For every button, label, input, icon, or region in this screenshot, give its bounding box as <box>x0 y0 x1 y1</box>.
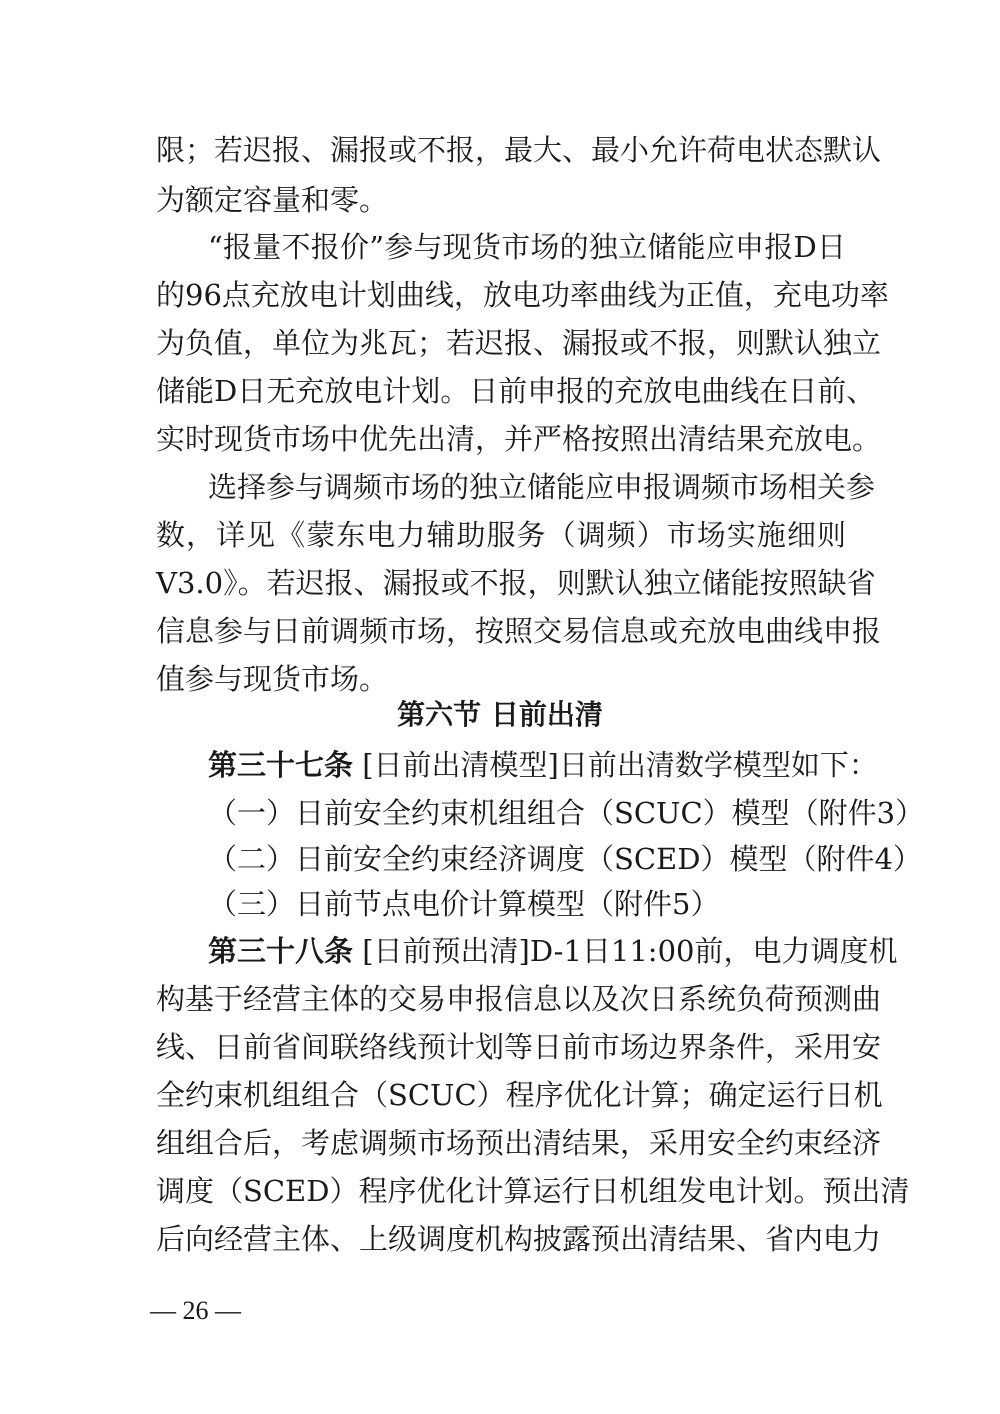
article-37-text: [日前出清模型]日前出清数学模型如下： <box>353 748 878 782</box>
body-line: 构基于经营主体的交易申报信息以及次日系统负荷预测曲 <box>156 982 882 1016</box>
article-37-label: 第三十七条 <box>208 748 354 782</box>
body-line: “报量不报价”参与现货市场的独立储能应申报D日 <box>208 230 846 264</box>
list-item: （一）日前安全约束机组组合（SCUC）模型（附件3） <box>208 796 925 830</box>
body-line: 数，详见《蒙东电力辅助服务（调频）市场实施细则 <box>156 518 846 552</box>
body-line: 线、日前省间联络线预计划等日前市场边界条件，采用安 <box>156 1030 882 1064</box>
article-38-text: [日前预出清]D-1日11:00前，电力调度机 <box>353 934 898 968</box>
body-line: 选择参与调频市场的独立储能应申报调频市场相关参 <box>208 470 876 504</box>
body-line: 后向经营主体、上级调度机构披露预出清结果、省内电力 <box>156 1222 882 1256</box>
body-line: 全约束机组组合（SCUC）程序优化计算；确定运行日机 <box>156 1078 883 1112</box>
list-item: （二）日前安全约束经济调度（SCED）模型（附件4） <box>208 842 922 876</box>
body-line: 值参与现货市场。 <box>156 662 389 696</box>
page-number: — 26 — <box>150 1296 241 1325</box>
list-item: （三）日前节点电价计算模型（附件5） <box>208 887 720 921</box>
body-line: 实时现货市场中优先出清，并严格按照出清结果充放电。 <box>156 422 882 456</box>
body-line: V3.0》。若迟报、漏报或不报，则默认独立储能按照缺省 <box>156 566 876 600</box>
body-line: 限；若迟报、漏报或不报，最大、最小允许荷电状态默认 <box>156 133 882 167</box>
section-heading: 第六节 日前出清 <box>397 698 603 731</box>
article-38-line <box>208 926 898 976</box>
body-line: 为额定容量和零。 <box>156 183 389 217</box>
body-line: 调度（SCED）程序优化计算运行日机组发电计划。预出清 <box>156 1174 910 1208</box>
body-line: 组组合后，考虑调频市场预出清结果，采用安全约束经济 <box>156 1126 882 1160</box>
article-37-line <box>208 740 878 790</box>
body-line: 储能D日无充放电计划。日前申报的充放电曲线在日前、 <box>156 374 876 408</box>
body-line: 信息参与日前调频市场，按照交易信息或充放电曲线申报 <box>156 614 882 648</box>
article-38-label: 第三十八条 <box>208 934 354 968</box>
body-line: 的96点充放电计划曲线，放电功率曲线为正值，充电功率 <box>156 278 889 312</box>
body-line: 为负值，单位为兆瓦；若迟报、漏报或不报，则默认独立 <box>156 326 882 360</box>
